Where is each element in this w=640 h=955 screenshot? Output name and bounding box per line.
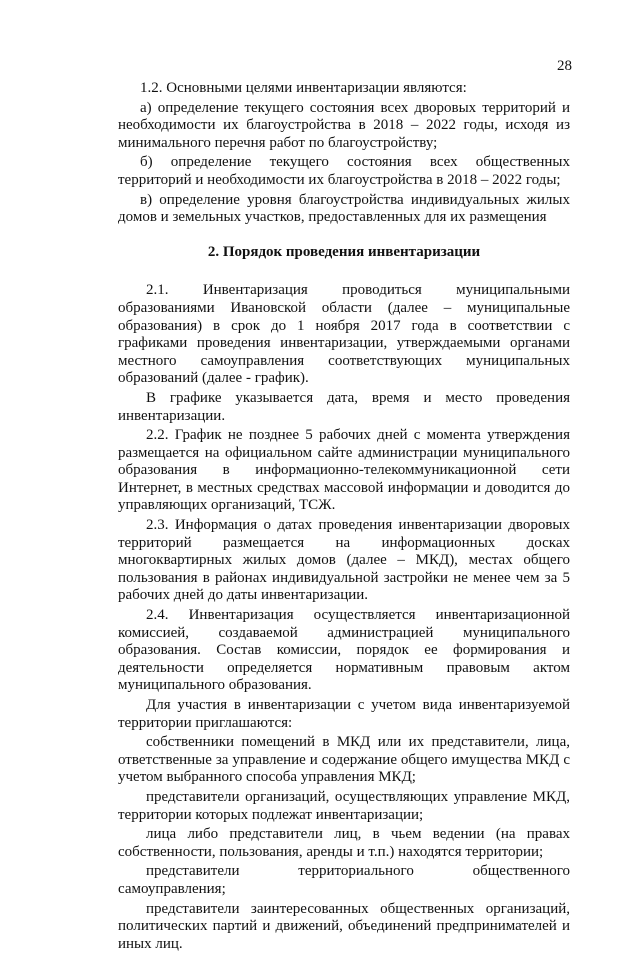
paragraph-owners: собственники помещений в МКД или их представители, лица, ответственные за управление и содержание общего имущества МКД с учетом выбранного способа управления МКД; <box>118 734 570 786</box>
paragraph-a: а) определение текущего состояния всех дворовых территорий и необходимости их благоустройства в 2018 – 2022 годы, исходя из минимального перечня работ по благоустройству; <box>118 99 570 151</box>
paragraph-2-4: 2.4. Инвентаризация осуществляется инвентаризационной комиссией, создаваемой администрацией муниципального образования. Состав комиссии, порядок ее формирования и деятельности определяется нормативным правовым актом муниципального образования. <box>118 607 570 694</box>
paragraph-1-2: 1.2. Основными целями инвентаризации являются: <box>140 80 467 96</box>
paragraph-2-3: 2.3. Информация о датах проведения инвентаризации дворовых территорий размещается на информационных досках многоквартирных жилых домов (далее – МКД), местах общего пользования в районах индивидуальной застройки не менее чем за 5 рабочих дней до даты инвентаризации. <box>118 517 570 604</box>
paragraph-persons: лица либо представители лиц, в чьем ведении (на правах собственности, пользования, аренды и т.п.) находятся территории; <box>118 826 570 860</box>
document-body <box>118 80 570 955</box>
paragraph-2-1: 2.1. Инвентаризация проводиться муниципальными образованиями Ивановской области (далее – муниципальные образования) в срок до 1 ноября 2017 года в соответствии с графиками проведения инвентаризации, утверждаемыми органами местного самоуправления соответствующих муниципальных образований (далее - график). <box>118 282 570 387</box>
paragraph-v: в) определение уровня благоустройства индивидуальных жилых домов и земельных участков, предоставленных для их размещения <box>118 191 570 226</box>
page-number: 28 <box>557 58 572 74</box>
paragraph-participants: Для участия в инвентаризации с учетом вида инвентаризуемой территории приглашаются: <box>118 697 570 731</box>
paragraph-tos: представители территориального общественного самоуправления; <box>118 863 570 897</box>
paragraph-b: б) определение текущего состояния всех общественных территорий и необходимости их благоустройства в 2018 – 2022 годы; <box>118 154 570 188</box>
paragraph-organizations: представители организаций, осуществляющих управление МКД, территории которых подлежат инвентаризации; <box>118 788 570 823</box>
paragraph-2-2: 2.2. График не позднее 5 рабочих дней с момента утверждения размещается на официальном сайте администрации муниципального образования в информационно-телекоммуникационной сети Интернет, в местных средствах массовой информации и доводится до управляющих организаций, ТСЖ. <box>118 427 570 514</box>
paragraph-schedule: В графике указывается дата, время и место проведения инвентаризации. <box>118 389 570 424</box>
paragraph-public: представители заинтересованных общественных организаций, политических партий и движений, объединений предпринимателей и иных лиц. <box>118 900 570 952</box>
section-2-heading: 2. Порядок проведения инвентаризации <box>207 243 481 260</box>
